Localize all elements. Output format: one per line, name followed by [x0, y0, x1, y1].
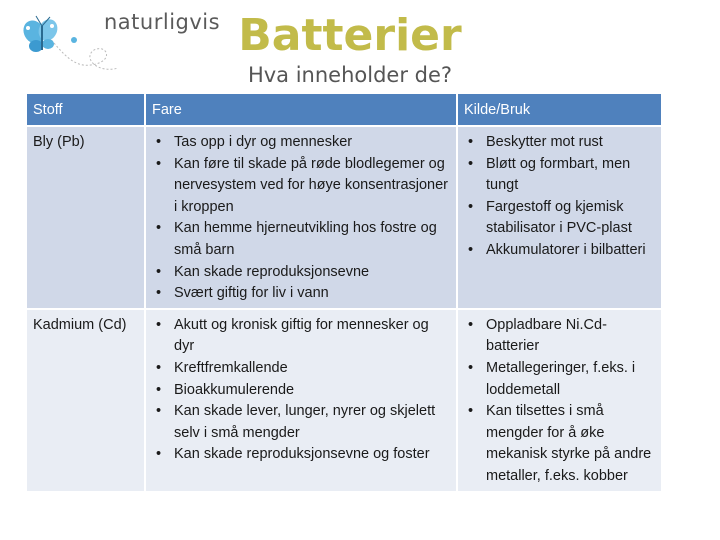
header-kilde: Kilde/Bruk	[457, 94, 661, 126]
fare-list	[152, 315, 450, 466]
logo-text: naturligvis	[104, 10, 221, 34]
kilde-list	[464, 315, 655, 488]
list-item: • Fargestoff og kjemisk stabilisator i PVC-plast	[464, 197, 655, 240]
battery-table	[27, 94, 661, 493]
fare-cell	[145, 309, 457, 492]
table-row	[27, 126, 661, 309]
list-item: • Beskytter mot rust	[464, 132, 655, 154]
header-fare: Fare	[145, 94, 457, 126]
list-item: • Kan skade reproduksjonsevne	[152, 262, 450, 284]
list-item: • Akkumulatorer i bilbatteri	[464, 240, 655, 262]
list-item: • Akutt og kronisk giftig for mennesker og dyr	[152, 315, 450, 358]
list-item: • Kan skade lever, lunger, nyrer og skjelett selv i små mengder	[152, 401, 450, 444]
fare-list	[152, 132, 450, 305]
list-item: • Kan skade reproduksjonsevne og foster	[152, 444, 450, 466]
fare-cell	[145, 126, 457, 309]
list-item: • Kreftfremkallende	[152, 358, 450, 380]
stoff-cell: Bly (Pb)	[27, 126, 145, 309]
list-item: • Svært giftig for liv i vann	[152, 283, 450, 305]
stoff-cell: Kadmium (Cd)	[27, 309, 145, 492]
kilde-cell	[457, 309, 661, 492]
page-subtitle: Hva inneholder de?	[247, 63, 453, 87]
list-item: • Kan hemme hjerneutvikling hos fostre og små barn	[152, 218, 450, 261]
kilde-list	[464, 132, 655, 262]
list-item: • Metallegeringer, f.eks. i loddemetall	[464, 358, 655, 401]
list-item: • Kan tilsettes i små mengder for å øke mekanisk styrke på andre metaller, f.eks. kobber	[464, 401, 655, 487]
page-title: Batterier	[238, 10, 462, 61]
list-item: • Bløtt og formbart, men tungt	[464, 154, 655, 197]
table-header-row	[27, 94, 661, 126]
kilde-cell	[457, 126, 661, 309]
list-item: • Oppladbare Ni.Cd-batterier	[464, 315, 655, 358]
table-row	[27, 309, 661, 492]
header-stoff: Stoff	[27, 94, 145, 126]
list-item: • Tas opp i dyr og mennesker	[152, 132, 450, 154]
list-item: • Bioakkumulerende	[152, 380, 450, 402]
list-item: • Kan føre til skade på røde blodlegemer og nervesystem ved for høye konsentrasjoner i kroppen	[152, 154, 450, 219]
